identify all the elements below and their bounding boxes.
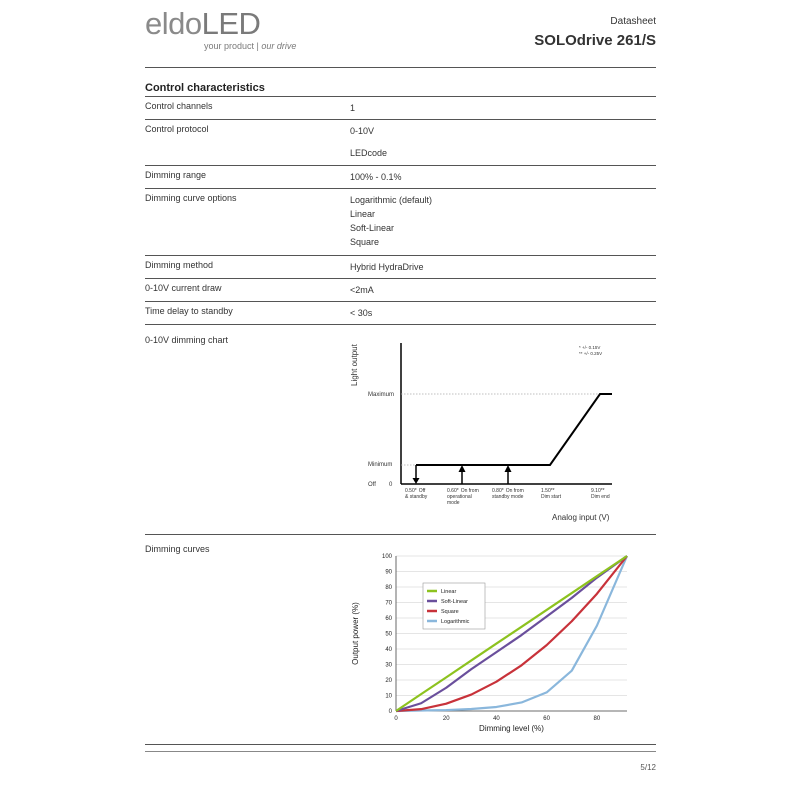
- tagline-part-a: your product |: [204, 41, 262, 51]
- footer-divider-top: [145, 744, 656, 745]
- row-value: Soft-Linear: [350, 223, 395, 233]
- row-value: <2mA: [350, 285, 374, 295]
- footer-divider-bottom: [145, 751, 656, 752]
- y-tick-label: 90: [385, 569, 392, 576]
- tolerance-note: ** +/- 0.25V: [579, 351, 603, 356]
- legend-label: Linear: [441, 589, 457, 595]
- row-label: Time delay to standby: [145, 306, 233, 316]
- y-tick-label: 80: [385, 585, 392, 591]
- level-off: Off: [368, 482, 376, 488]
- marker-label: 1.50** Dim start: [541, 488, 561, 500]
- y-tick-label: 0: [388, 709, 392, 715]
- row-label: 0-10V current draw: [145, 283, 222, 293]
- row-label: Dimming range: [145, 170, 207, 180]
- marker-label: 0.50* Off & standby: [405, 488, 428, 500]
- page-number: 5/12: [640, 763, 656, 772]
- x-tick-label: 80: [593, 716, 601, 722]
- tolerance-note: * +/- 0.15V: [579, 345, 601, 350]
- section-title: Control characteristics: [145, 82, 265, 94]
- x-tick-label: 0: [394, 716, 398, 722]
- level-maximum: Maximum: [368, 392, 395, 398]
- legend-label: Logarithmic: [441, 619, 470, 625]
- y-tick-label: 100: [381, 554, 392, 560]
- row-value: 1: [350, 103, 356, 113]
- row-label: Dimming curve options: [145, 193, 237, 203]
- dimming-chart-label: 0-10V dimming chart: [145, 335, 229, 345]
- row-value: Linear: [350, 209, 376, 219]
- y-tick-label: 20: [385, 678, 392, 684]
- logo-accent-text: LED: [201, 6, 261, 41]
- row-value: LEDcode: [350, 148, 388, 158]
- marker-label: 9.10** Dim end: [591, 488, 610, 500]
- row-value: 0-10V: [350, 126, 375, 136]
- curves-xlabel: Dimming level (%): [479, 724, 544, 733]
- row-label: Control channels: [145, 101, 213, 111]
- marker-label: 0.60* On from operational mode: [447, 488, 479, 506]
- dimming-chart-ylabel: Light output: [350, 344, 359, 386]
- y-tick-label: 60: [385, 616, 392, 622]
- level-minimum: Minimum: [368, 462, 393, 468]
- document-type: Datasheet: [610, 16, 656, 27]
- y-tick-label: 50: [385, 631, 392, 638]
- y-tick-label: 10: [385, 693, 392, 700]
- product-name: SOLOdrive 261/S: [534, 32, 656, 49]
- row-value: < 30s: [350, 308, 373, 318]
- row-label: Control protocol: [145, 124, 209, 134]
- y-tick-label: 40: [385, 647, 392, 653]
- row-label: Dimming method: [145, 260, 214, 270]
- y-tick-label: 70: [385, 600, 392, 607]
- legend-label: Soft-Linear: [441, 599, 468, 605]
- x-tick-label: 20: [442, 716, 450, 722]
- tagline-part-b: our drive: [261, 41, 297, 51]
- x-tick-label: 60: [543, 716, 550, 722]
- row-value: Hybrid HydraDrive: [350, 262, 424, 272]
- x-tick-label: 40: [493, 716, 500, 722]
- row-value: Square: [350, 237, 380, 247]
- row-value: Logarithmic (default): [350, 195, 433, 205]
- logo-main-text: eldo: [145, 6, 202, 41]
- y-tick-label: 30: [385, 662, 392, 669]
- legend-label: Square: [441, 609, 459, 615]
- curves-ylabel: Output power (%): [351, 602, 360, 665]
- dimming-curves-label: Dimming curves: [145, 544, 210, 554]
- row-value: 100% - 0.1%: [350, 172, 402, 182]
- level-zero: 0: [389, 482, 393, 488]
- dimming-chart-xlabel: Analog input (V): [552, 513, 610, 522]
- marker-label: 0.80* On from standby mode: [492, 488, 524, 500]
